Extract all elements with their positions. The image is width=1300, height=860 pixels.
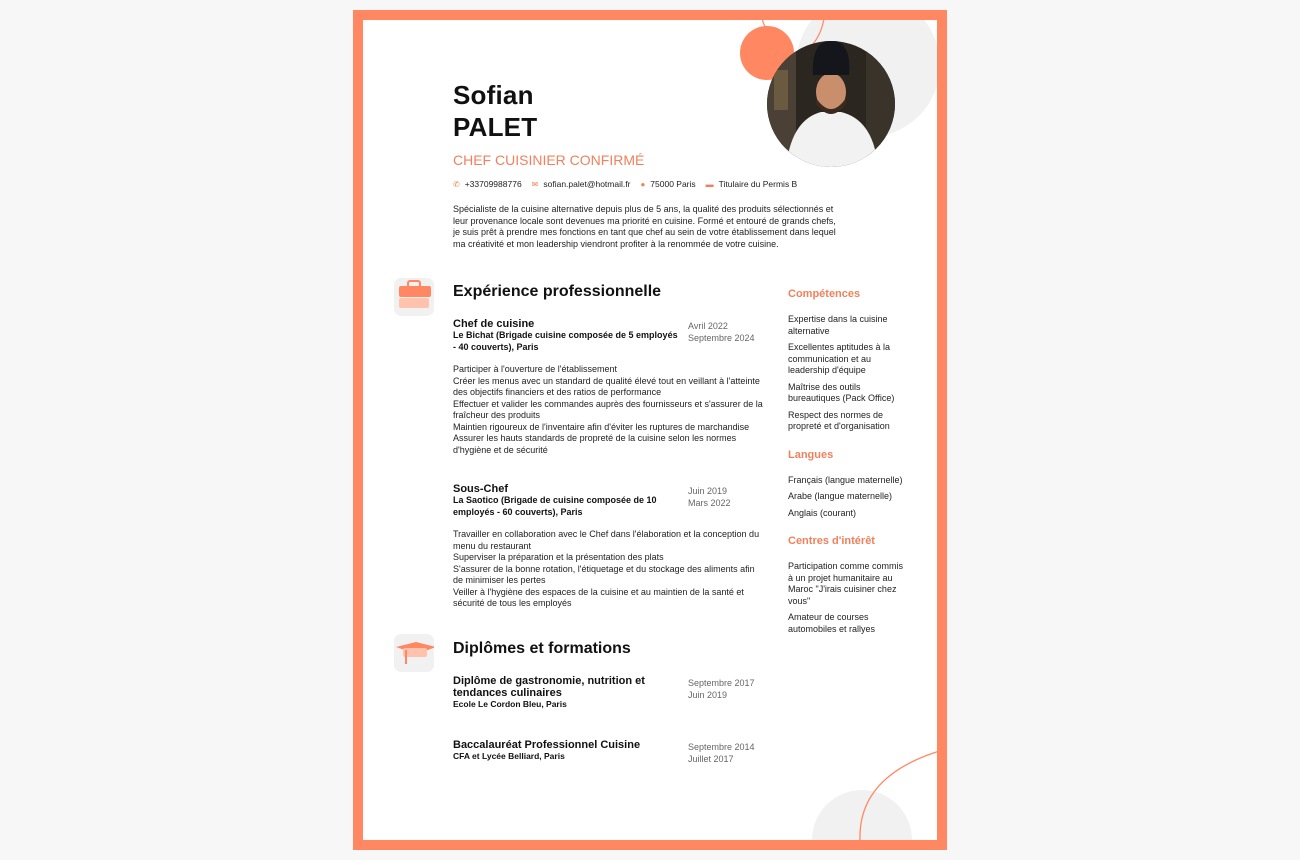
phone-icon: ✆ xyxy=(453,179,460,189)
contact-license: ▬ Titulaire du Permis B xyxy=(705,179,798,189)
job-tasks xyxy=(453,364,765,456)
list-item: Maintien rigoureux de l'inventaire afin d'éviter les ruptures de marchandise xyxy=(453,421,750,432)
briefcase-icon xyxy=(394,278,434,316)
list-item: Français (langue maternelle) xyxy=(788,474,903,485)
mail-icon: ✉ xyxy=(531,179,539,189)
graduation-cap-icon xyxy=(394,634,434,672)
list-item: Travailler en collaboration avec le Chef dans l'élaboration et la conception du menu du restaurant xyxy=(453,529,760,551)
list-item: Anglais (courant) xyxy=(788,507,857,518)
education-entry: Diplôme de gastronomie, nutrition et tendances culinaires Ecole Le Cordon Bleu, Paris Septembre 2017 Juin 2019 xyxy=(453,675,755,709)
contact-info xyxy=(453,179,797,189)
list-item: Maîtrise des outils bureautiques (Pack Office) xyxy=(788,381,895,403)
list-item: Effectuer et valider les commandes auprès des fournisseurs et s'assurer de la fraîcheur des produits xyxy=(453,398,763,420)
contact-location: ● 75000 Paris xyxy=(640,179,696,189)
list-item: Expertise dans la cuisine alternative xyxy=(788,314,888,336)
car-icon: ▬ xyxy=(705,179,714,189)
list-item: S'assurer de la bonne rotation, l'étiquetage et du stockage des aliments afin de minimiser les pertes xyxy=(453,563,755,585)
list-item: Participer à l'ouverture de l'établissement xyxy=(453,364,618,374)
list-item: Participation comme commis à un projet humanitaire au Maroc "J'irais cuisiner chez vous" xyxy=(788,561,904,606)
list-item: Veiller à l'hygiène des espaces de la cuisine et au maintien de la santé et sécurité de tous les employés xyxy=(453,586,744,608)
languages-heading: Langues xyxy=(788,448,834,461)
sidebar xyxy=(788,288,908,640)
last-name: PALET xyxy=(453,112,538,142)
interests-list xyxy=(788,561,908,635)
experience-heading: Expérience professionnelle xyxy=(453,283,662,300)
skills-list xyxy=(788,314,908,433)
skills-heading: Compétences xyxy=(788,288,861,300)
list-item: Assurer les hauts standards de propreté de la cuisine selon les normes d'hygiène et de sécurité xyxy=(453,433,737,455)
list-item: Arabe (langue maternelle) xyxy=(788,491,893,501)
resume-frame xyxy=(353,10,947,850)
profile-photo xyxy=(766,40,896,168)
list-item: Superviser la préparation et la présentation des plats xyxy=(453,552,664,562)
profile-summary: Spécialiste de la cuisine alternative depuis plus de 5 ans, la qualité des produits sélectionnés et leur provenance locale sont devenues ma priorité en cuisine. Formé et entouré de grands chefs, je suis prêt à prendre mes fonctions en tant que chef au sein de votre établissement dans lequel ma créativité et mon leadership viendront profiter à la renommée de votre cuisine. xyxy=(453,204,836,249)
job-tasks xyxy=(453,529,765,610)
contact-email[interactable]: ✉ sofian.palet@hotmail.fr xyxy=(531,179,631,189)
location-icon: ● xyxy=(640,179,646,189)
list-item: Respect des normes de propreté et d'organisation xyxy=(788,409,890,431)
languages-list xyxy=(788,475,908,520)
list-item: Excellentes aptitudes à la communication et au leadership d'équipe xyxy=(788,342,891,375)
job-entry: Sous-Chef La Saotico (Brigade de cuisine composée de 10 employés - 60 couverts), Paris Juin 2019 Mars 2022 Travailler en collaboration avec le Chef dans l'élaboration et la conception du menu du restaurant Superviser la préparation et la présentation des plats S'assurer de la bonne rotation, l'étiquetage et du stockage des aliments afin de minimiser les pertes Veiller à l'hygiène des espaces de la cuisine et au maintien de la santé et sécurité de tous les employés xyxy=(453,483,765,610)
list-item: Créer les menus avec un standard de qualité élevé tout en veillant à l'atteinte des objectifs financiers et des ratios de performance xyxy=(453,375,760,397)
job-title: CHEF CUISINIER CONFIRMÉ xyxy=(453,152,645,168)
job-entry: Chef de cuisine Le Bichat (Brigade cuisine composée de 5 employés - 40 couverts), Paris Avril 2022 Septembre 2024 Participer à l'ouverture de l'établissement Créer les menus avec un standard de qualité élevé tout en veillant à l'atteinte des objectifs financiers et des ratios de performance Effectuer et valider les commandes auprès des fournisseurs et s'assurer de la fraîcheur des produits Maintien rigoureux de l'inventaire afin d'éviter les ruptures de marchandise Assurer les hauts standards de propreté de la cuisine selon les normes d'hygiène et de sécurité xyxy=(453,318,765,456)
first-name: Sofian xyxy=(453,80,534,110)
list-item: Amateur de courses automobiles et rallyes xyxy=(788,612,876,634)
resume-page xyxy=(363,20,937,840)
contact-phone[interactable]: ✆ +33709988776 xyxy=(453,179,522,189)
education-entry: Baccalauréat Professionnel Cuisine CFA et Lycée Belliard, Paris Septembre 2014 Juillet 2017 xyxy=(453,739,755,764)
education-heading: Diplômes et formations xyxy=(453,640,631,657)
interests-heading: Centres d'intérêt xyxy=(788,535,875,547)
